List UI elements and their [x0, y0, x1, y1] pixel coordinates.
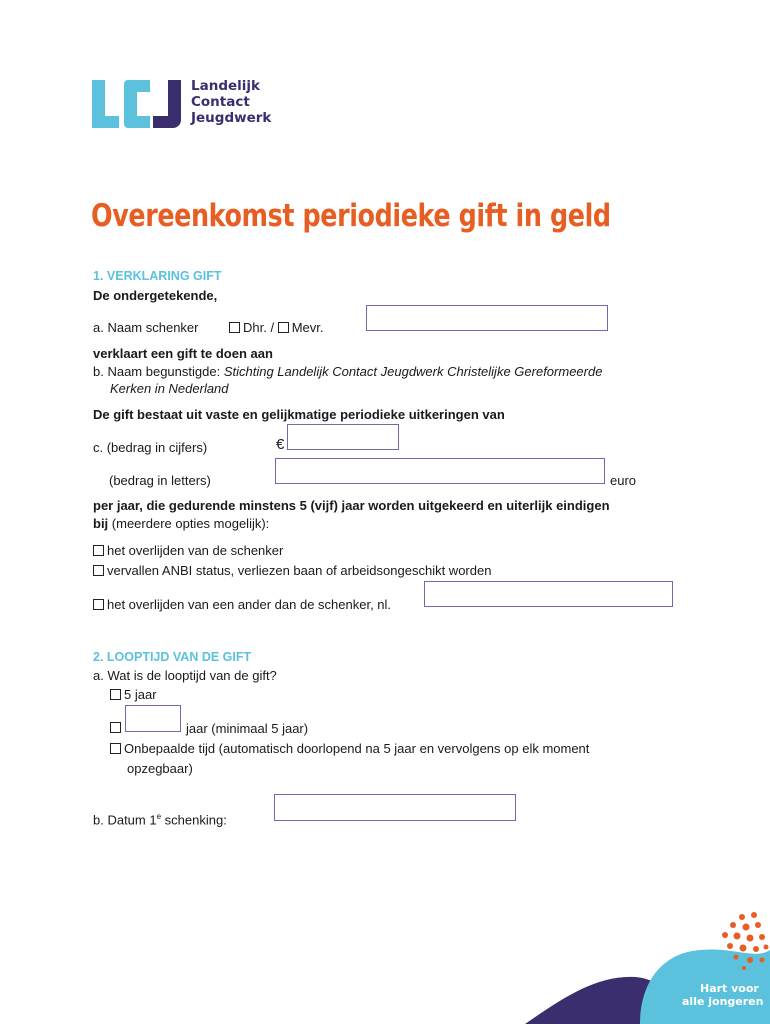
- end-option-3: [93, 597, 391, 612]
- indefinite-label-line-1: Onbepaalde tijd (automatisch doorlopend na 5 jaar en vervolgens op elk moment: [124, 741, 590, 756]
- logo-line-2: Contact: [191, 94, 250, 110]
- amount-figures-label: c. (bedrag in cijfers): [93, 440, 208, 455]
- gift-statement: De gift bestaat uit vaste en gelijkmatige periodieke uitkeringen van: [93, 407, 505, 422]
- section-heading-2: 2. LOOPTIJD VAN DE GIFT: [93, 650, 252, 664]
- section-heading-1: 1. VERKLARING GIFT: [93, 269, 222, 283]
- euro-label: euro: [610, 473, 637, 488]
- end-option-2-label: vervallen ANBI status, verliezen baan of arbeidsongeschikt worden: [107, 563, 492, 578]
- first-donation-date-label: [93, 812, 227, 827]
- custom-years-field[interactable]: [125, 705, 181, 732]
- checkbox-end-option-1[interactable]: [93, 545, 104, 556]
- lcj-logo: [90, 76, 290, 136]
- badge-text: [682, 982, 763, 1008]
- beneficiary-line-2: Kerken in Nederland: [110, 381, 229, 396]
- checkbox-end-option-2[interactable]: [93, 565, 104, 576]
- badge-line-2: alle jongeren: [682, 995, 764, 1008]
- term-bold-word: bij: [93, 516, 109, 531]
- donor-name-label: [93, 320, 199, 335]
- indefinite-label-line-2: opzegbaar): [127, 761, 193, 776]
- checkbox-end-option-3[interactable]: [93, 599, 104, 610]
- beneficiary-label: b. Naam begunstigde:: [93, 364, 224, 379]
- beneficiary-value: Stichting Landelijk Contact Jeugdwerk Christelijke Gereformeerde: [223, 364, 603, 379]
- duration-option-5-label: 5 jaar: [124, 687, 157, 702]
- page-title: Overeenkomst periodieke gift in geld: [91, 198, 611, 234]
- lcj-logo-mark-icon: [90, 76, 182, 132]
- checkbox-dhr[interactable]: [229, 322, 240, 333]
- logo-line-3: Jeugdwerk: [191, 110, 272, 126]
- salutation-options: [229, 320, 323, 335]
- logo-line-1: Landelijk: [191, 78, 261, 94]
- date-label-post: schenking:: [161, 812, 227, 828]
- intro-text: De ondergetekende,: [93, 288, 218, 303]
- declaration-text: verklaart een gift te doen aan: [93, 346, 273, 361]
- duration-question: a. Wat is de looptijd van de gift?: [93, 668, 277, 683]
- option-mevr-label: Mevr.: [291, 320, 324, 335]
- badge-line-1: Hart voor: [700, 982, 759, 995]
- date-label-pre: b. Datum 1: [93, 812, 157, 828]
- logo-wordmark: [191, 78, 271, 126]
- custom-years-label: jaar (minimaal 5 jaar): [186, 721, 309, 736]
- checkbox-mevr[interactable]: [278, 322, 289, 333]
- euro-sign: €: [276, 436, 285, 453]
- checkbox-indefinite[interactable]: [110, 743, 121, 754]
- amount-letters-label: (bedrag in letters): [109, 473, 211, 488]
- duration-option-indefinite: [110, 741, 589, 756]
- end-option-1-label: het overlijden van de schenker: [107, 543, 284, 558]
- first-donation-date-field[interactable]: [274, 794, 516, 821]
- amount-letters-field[interactable]: [275, 458, 605, 484]
- other-person-field[interactable]: [424, 581, 673, 607]
- term-text-line-2: [93, 516, 269, 531]
- beneficiary-line-1: [93, 364, 602, 379]
- end-option-3-label: het overlijden van een ander dan de schenker, nl.: [107, 597, 392, 612]
- donor-name-label-text: a. Naam schenker: [93, 320, 199, 335]
- option-dhr-label: Dhr. /: [243, 320, 278, 335]
- amount-figures-field[interactable]: [287, 424, 399, 450]
- term-text-line-1: per jaar, die gedurende minstens 5 (vijf) jaar worden uitgekeerd en uiterlijk eindigen: [93, 498, 610, 513]
- date-label-sup: e: [156, 812, 162, 821]
- checkbox-5-years[interactable]: [110, 689, 121, 700]
- end-option-1: [93, 543, 283, 558]
- checkbox-custom-years[interactable]: [110, 722, 121, 733]
- footer-badge: [500, 905, 770, 1024]
- duration-option-custom: [110, 720, 124, 735]
- end-option-2: [93, 563, 491, 578]
- donor-name-field[interactable]: [366, 305, 608, 331]
- term-rest: (meerdere opties mogelijk):: [108, 516, 270, 531]
- duration-option-5: [110, 687, 157, 702]
